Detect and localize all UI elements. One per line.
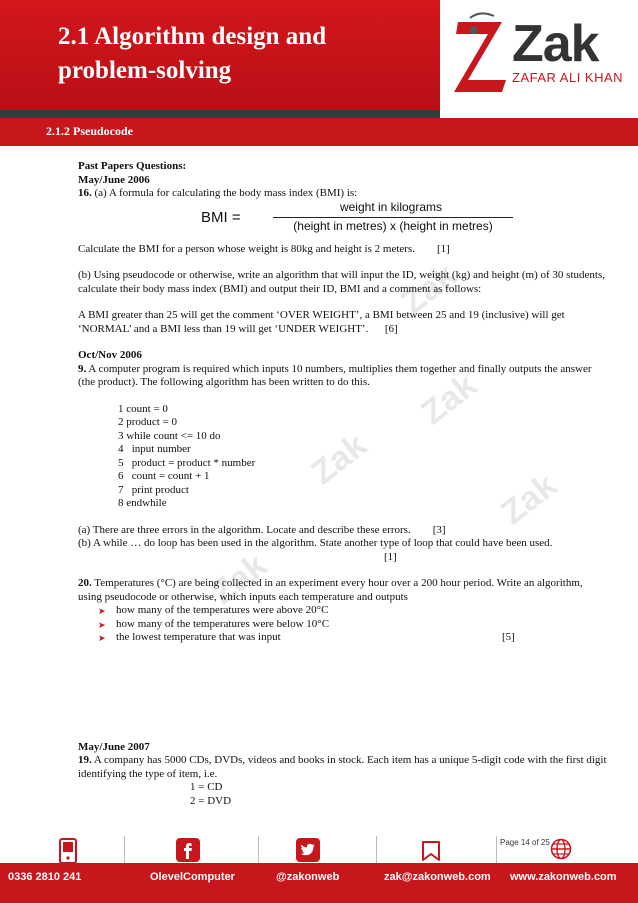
formula-lhs: BMI = bbox=[201, 208, 241, 226]
footer-facebook[interactable]: OlevelComputer bbox=[150, 871, 235, 883]
phone-icon bbox=[58, 838, 78, 864]
question-text: Temperatures (°C) are being collected in an experiment every hour over a 200 hour period. Write an algorithm, using pseudocode or otherwise, which inputs each temperature and outputs bbox=[78, 577, 583, 603]
watermark-logo: Zak bbox=[204, 546, 274, 613]
algorithm-line: 8 endwhile bbox=[118, 497, 167, 509]
question-16-b: (b) Using pseudocode or otherwise, write an algorithm that will input the ID, weight (kg) and height (m) of 30 students, calculate their body mass index (BMI) and output their ID, BMI and a comment as follows: bbox=[78, 269, 605, 295]
code-line: 1 = CD bbox=[190, 781, 223, 793]
code-line: 2 = DVD bbox=[190, 794, 232, 807]
algorithm-line: 5 product = product * number bbox=[118, 456, 256, 469]
title-line-1: 2.1 Algorithm design and bbox=[58, 23, 327, 50]
question-19 bbox=[78, 754, 608, 781]
watermark-logo: Zak bbox=[494, 466, 564, 533]
watermark-logo: Zak bbox=[304, 426, 374, 493]
facebook-icon bbox=[176, 838, 200, 862]
question-text: A computer program is required which inputs 10 numbers, multiplies them together and finally outputs the answer (the product). The following algorithm has been written to do this. bbox=[78, 362, 592, 388]
question-16-comment bbox=[78, 309, 608, 336]
footer-bar bbox=[0, 863, 638, 903]
watermark-logo: Zak bbox=[414, 366, 484, 433]
question-number: 19. bbox=[78, 754, 92, 766]
marks: [3] bbox=[432, 523, 446, 536]
logo-text: Zak bbox=[512, 15, 599, 73]
question-9-b: (b) A while … do loop has been used in the algorithm. State another type of loop that could have been used. bbox=[78, 537, 553, 549]
bullet-icon: ➤ bbox=[98, 619, 106, 630]
question-text: (a) A formula for calculating the body mass index (BMI) is: bbox=[91, 187, 358, 199]
footer-phone: 0336 2810 241 bbox=[8, 871, 82, 883]
page-title bbox=[58, 20, 326, 88]
algorithm-line: 2 product = 0 bbox=[118, 416, 178, 428]
watermark-logo: Zak bbox=[394, 256, 464, 323]
question-text: Calculate the BMI for a person whose weight is 80kg and height is 2 meters. bbox=[78, 242, 415, 255]
question-number: 20. bbox=[78, 577, 92, 589]
footer-email[interactable]: zak@zakonweb.com bbox=[384, 871, 491, 883]
session-heading: May/June 2007 bbox=[78, 740, 150, 753]
footer-website[interactable]: www.zakonweb.com bbox=[510, 871, 617, 883]
question-number: 9. bbox=[78, 362, 87, 375]
document-body bbox=[78, 160, 608, 808]
question-16-a bbox=[78, 187, 608, 201]
title-line-2: problem-solving bbox=[58, 57, 232, 84]
page-number: Page 14 of 25 bbox=[500, 838, 550, 847]
question-text: A BMI greater than 25 will get the comment ‘OVER WEIGHT’, a BMI between 25 and 19 (inclusive) will get ‘NORMAL’ and a BMI less than 19 will get ‘UNDER WEIGHT’. bbox=[78, 309, 565, 335]
section-title: 2.1.2 Pseudocode bbox=[46, 124, 133, 138]
marks: [1] bbox=[384, 550, 397, 563]
marks: [6] bbox=[384, 322, 398, 335]
question-9 bbox=[78, 363, 608, 390]
question-number: 16. bbox=[78, 187, 92, 199]
algorithm-line: 6 count = count + 1 bbox=[118, 470, 210, 482]
algorithm-listing bbox=[118, 403, 608, 511]
session-heading: May/June 2006 bbox=[78, 173, 150, 186]
mail-icon bbox=[420, 838, 442, 864]
algorithm-line: 1 count = 0 bbox=[118, 402, 168, 415]
question-9-a bbox=[78, 524, 608, 538]
question-20 bbox=[78, 577, 608, 604]
algorithm-line: 3 while count <= 10 do bbox=[118, 429, 221, 442]
question-16-calc bbox=[78, 243, 608, 257]
session-heading: Oct/Nov 2006 bbox=[78, 349, 142, 361]
page-header bbox=[0, 0, 638, 118]
question-text: (a) There are three errors in the algorithm. Locate and describe these errors. bbox=[78, 523, 411, 536]
list-item bbox=[78, 631, 608, 645]
bullet-text: how many of the temperatures were below 10°C bbox=[116, 617, 330, 630]
bullet-text: the lowest temperature that was input bbox=[116, 631, 281, 643]
footer-twitter[interactable]: @zakonweb bbox=[276, 871, 340, 883]
past-papers-heading: Past Papers Questions: bbox=[78, 160, 187, 172]
bullet-icon: ➤ bbox=[98, 606, 106, 616]
logo-subtitle: ZAFAR ALI KHAN bbox=[512, 70, 624, 85]
algorithm-line: 7 print product bbox=[118, 483, 189, 496]
list-item bbox=[78, 618, 608, 632]
formula-denominator: (height in metres) x (height in metres) bbox=[293, 218, 493, 233]
header-dark-strip bbox=[0, 110, 440, 118]
algorithm-line: 4 input number bbox=[118, 443, 191, 455]
marks: [5] bbox=[502, 631, 515, 643]
question-text: A company has 5000 CDs, DVDs, videos and books in stock. Each item has a unique 5-digit code with the first digit identifying the type of item, i.e. bbox=[78, 754, 607, 780]
marks: [1] bbox=[436, 242, 450, 255]
list-item bbox=[78, 604, 608, 618]
bullet-icon: ➤ bbox=[98, 633, 106, 643]
formula-numerator: weight in kilograms bbox=[339, 199, 443, 214]
bmi-formula bbox=[78, 199, 608, 237]
bullet-text: how many of the temperatures were above 20°C bbox=[116, 604, 329, 616]
fraction-line bbox=[273, 217, 513, 218]
twitter-icon bbox=[296, 838, 320, 862]
globe-icon bbox=[550, 838, 572, 860]
